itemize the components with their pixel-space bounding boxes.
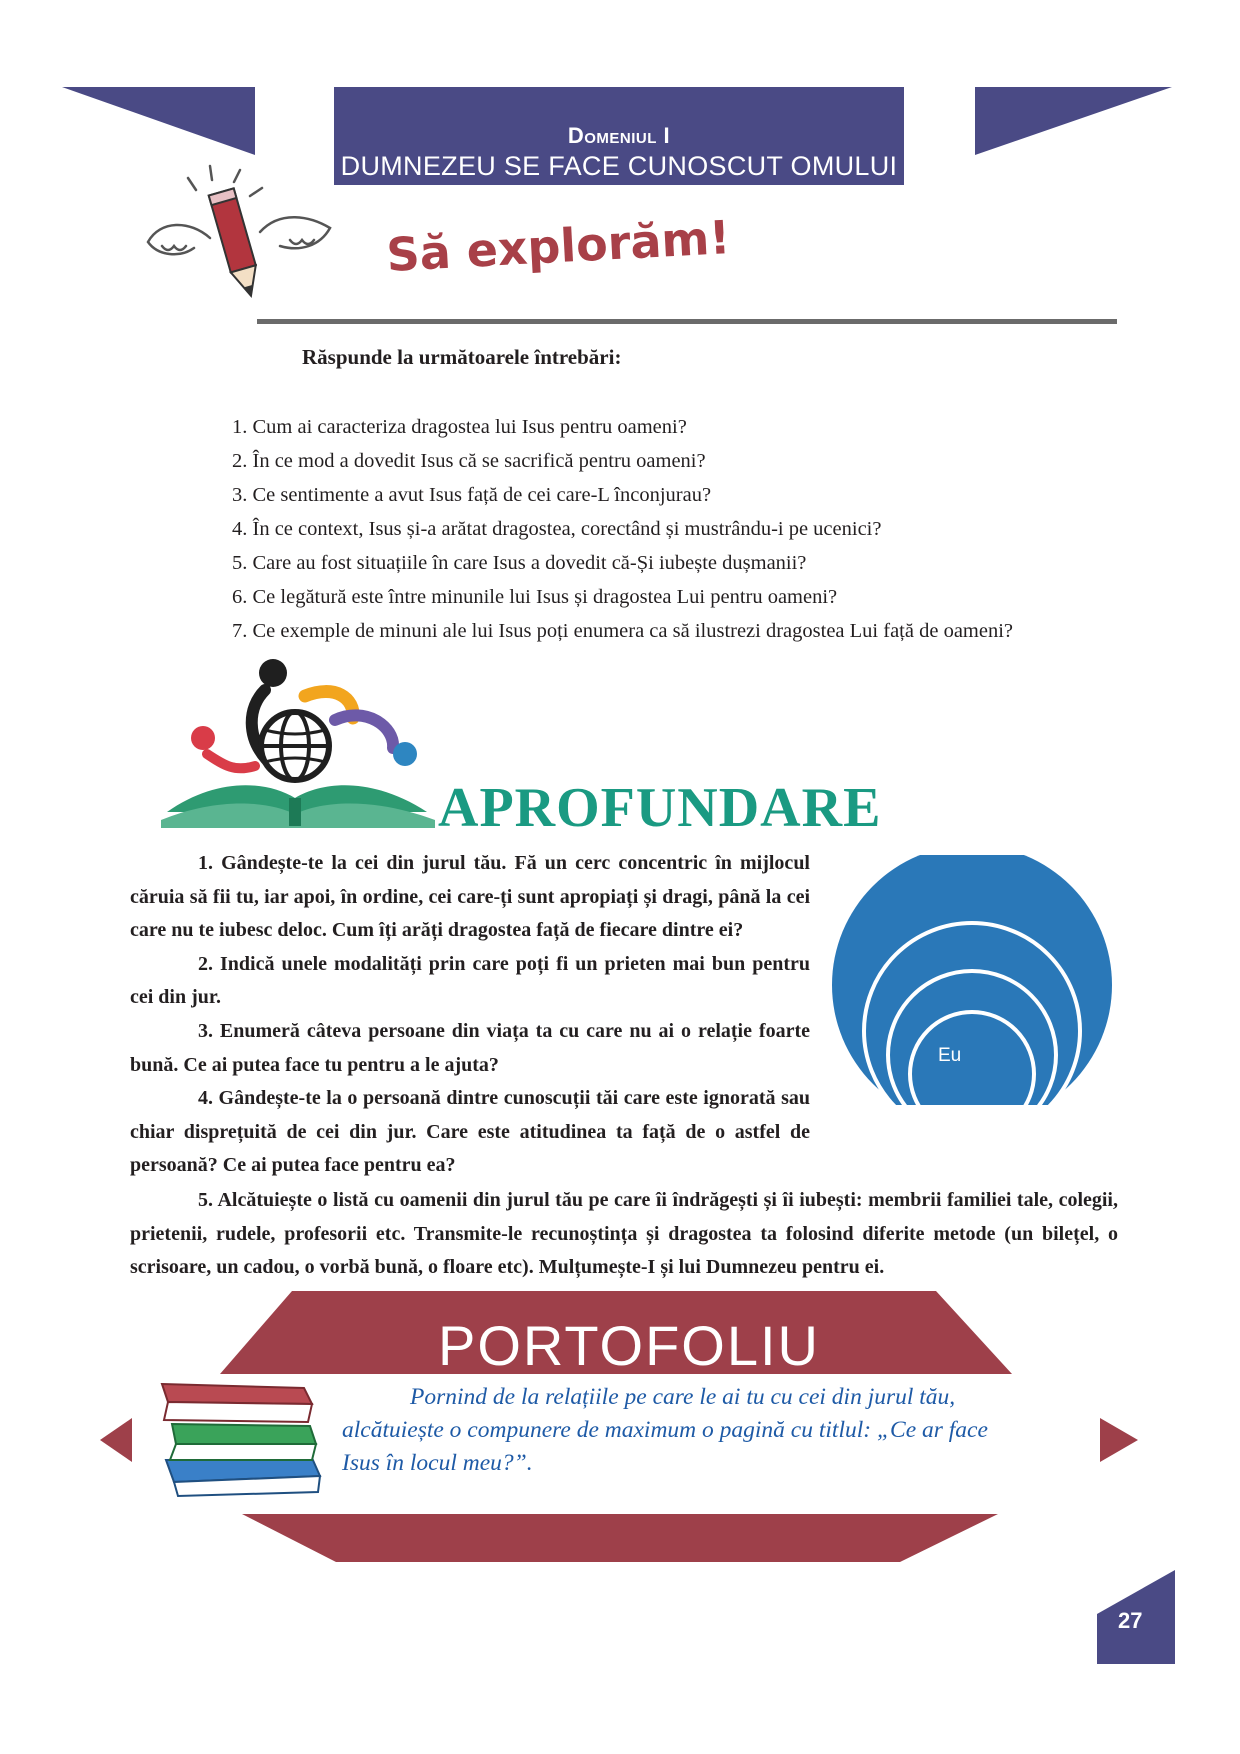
circle-center-label: Eu: [938, 1045, 962, 1066]
question-item: 7. Ce exemple de minuni ale lui Isus poți enumera ca să ilustrezi dragostea Lui față de oameni?: [232, 620, 1014, 642]
question-item: 5. Care au fost situațiile în care Isus a dovedit că-Și iubește dușmanii?: [232, 552, 807, 574]
book-globe-logo: [155, 648, 445, 833]
task-item: 2. Indică unele modalități prin care poți fi un prieten mai bun pentru cei din jur.: [130, 952, 810, 1009]
portfolio-text: Pornind de la relațiile pe care le ai tu cu cei din jurul tău, alcătuiește o compunere de maximum o pagină cu titlul: „Ce ar face Isus în locul meu?”.: [342, 1384, 988, 1476]
books-icon: [152, 1378, 332, 1498]
tasks-column: [130, 847, 810, 1183]
aprofundare-title: APROFUNDARE: [438, 777, 882, 839]
winged-pencil-icon: [140, 160, 340, 320]
task-item: 1. Gândește-te la cei din jurul tău. Fă un cerc concentric în mijlocul căruia să fii tu, iar apoi, în ordine, cei care-ți sunt apropiați și dragi, până la cei care nu te iubesc deloc. Cum îți arăți dragostea față de fiecare dintre ei?: [130, 852, 810, 942]
domain-header: [334, 87, 904, 185]
portfolio-bottom-band: [242, 1514, 998, 1562]
right-corner-triangle: [975, 87, 1172, 155]
domain-title: DUMNEZEU SE FACE CUNOSCUT OMULUI: [340, 151, 898, 181]
portfolio-title: PORTOFOLIU: [437, 1314, 820, 1377]
task-item: 4. Gândește-te la o persoană dintre cunoscuții tăi care este ignorată sau chiar disprețuită de cei din jur. Care este atitudinea ta față de o astfel de persoană? Ce ai putea face pentru ea?: [130, 1087, 810, 1177]
question-list: [232, 410, 1132, 648]
question-item: 1. Cum ai caracteriza dragostea lui Isus pentru oameni?: [232, 416, 687, 438]
right-arrow-decoration: [1100, 1418, 1138, 1462]
page-number: 27: [1118, 1608, 1143, 1633]
left-corner-triangle: [62, 87, 255, 155]
question-item: 4. În ce context, Isus și-a arătat dragostea, corectând și mustrându-i pe ucenici?: [232, 518, 882, 540]
question-item: 3. Ce sentimente a avut Isus față de cei care-L înconjurau?: [232, 484, 712, 506]
domain-label: Domeniul I: [567, 123, 671, 148]
section-divider: [257, 319, 1117, 324]
explore-title: Să explorăm!: [385, 210, 732, 282]
left-arrow-decoration: [100, 1418, 132, 1462]
task-item: 3. Enumeră câteva persoane din viața ta cu care nu ai o relație foarte bună. Ce ai putea face tu pentru a le ajuta?: [130, 1019, 810, 1076]
question-item: 2. În ce mod a dovedit Isus că se sacrifică pentru oameni?: [232, 450, 706, 472]
question-item: 6. Ce legătură este între minunile lui Isus și dragostea Lui pentru oameni?: [232, 586, 838, 608]
task-item: 5. Alcătuiește o listă cu oamenii din jurul tău pe care îi îndrăgești și îi iubești: membrii familiei tale, colegii, prietenii, rudele, profesorii etc. Transmite-le recunoștința și dragostea ta folosind diferite metode (un bilețel, o scrisoare, un cadou, o vorbă bună, o floare etc). Mulțumește-I și lui Dumnezeu pentru ei.: [130, 1189, 1118, 1279]
tasks-full-width: [130, 1184, 1118, 1285]
concentric-circles: [822, 855, 1122, 1115]
questions-intro: Răspunde la următoarele întrebări:: [302, 345, 622, 369]
